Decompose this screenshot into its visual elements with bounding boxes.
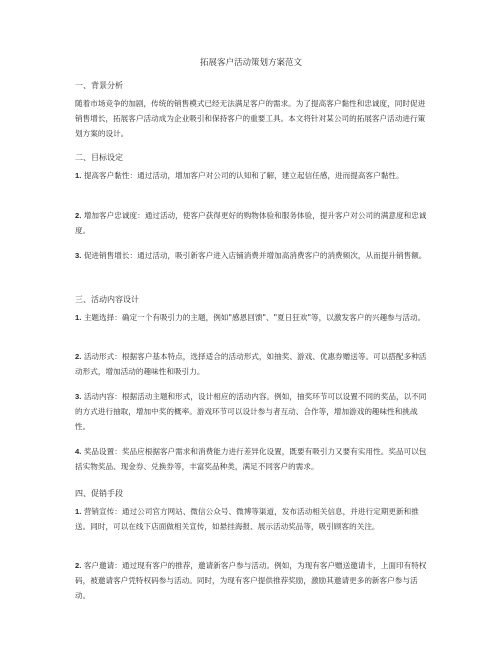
section-heading-promotion: 四、促销手段 xyxy=(75,489,123,498)
paragraph-design-4 xyxy=(75,444,431,474)
paragraph-text: 提高客户黏性：通过活动，增加客户对公司的认知和了解，建立起信任感，进而提高客户黏性。 xyxy=(83,171,404,180)
paragraph-goal-1 xyxy=(75,168,431,183)
paragraph-text: 主题选择：确定一个有吸引力的主题，例如"感恩回馈"、"夏日狂欢"等，以激发客户的兴趣参与活动。 xyxy=(83,313,426,322)
section-heading-background: 一、背景分析 xyxy=(75,81,123,90)
paragraph-goal-3 xyxy=(75,248,431,263)
paragraph-text: 随着市场竞争的加剧，传统的销售模式已经无法满足客户的需求。为了提高客户黏性和忠诚度，同时促进销售增长，拓展客户活动成为企业吸引和保持客户的重要工具。本文将针对某公司的拓展客户活动进行策划方案的设计。 xyxy=(75,99,426,138)
item-number: 2. xyxy=(75,352,82,361)
document-title: 拓展客户活动策划方案范文 xyxy=(199,58,302,68)
paragraph-goal-2 xyxy=(75,208,431,238)
paragraph-text: 活动形式：根据客户基本特点，选择适合的活动形式，如抽奖、游戏、优惠券赠送等。可以搭配多种活动形式，增加活动的趣味性和吸引力。 xyxy=(75,352,427,376)
item-number: 1. xyxy=(75,171,82,180)
item-number: 2. xyxy=(75,211,82,220)
item-number: 1. xyxy=(75,313,82,322)
paragraph-background xyxy=(75,96,431,141)
paragraph-design-2 xyxy=(75,349,431,379)
item-number: 4. xyxy=(75,447,82,456)
paragraph-text: 营销宣传：通过公司官方网站、微信公众号、微博等渠道，发布活动相关信息，并进行定期更新和推送。同时，可以在线下店面做相关宣传，如悬挂海报、展示活动奖品等，吸引顾客的关注。 xyxy=(75,507,419,531)
paragraph-design-3 xyxy=(75,389,431,434)
paragraph-text: 奖品设置：奖品应根据客户需求和消费能力进行差异化设置，既要有吸引力又要有实用性。奖品可以包括实物奖品、现金券、兑换券等，丰富奖品种类，满足不同客户的需求。 xyxy=(75,447,427,471)
paragraph-text: 活动内容：根据活动主题和形式，设计相应的活动内容。例如，抽奖环节可以设置不同的奖品，以不同的方式进行抽取，增加中奖的概率。游戏环节可以设计参与者互动、合作等，增加游戏的趣味性和挑战性。 xyxy=(75,392,427,431)
item-number: 2. xyxy=(75,561,82,570)
section-heading-goals: 二、目标设定 xyxy=(75,153,123,162)
paragraph-promo-2 xyxy=(75,558,431,603)
paragraph-design-1 xyxy=(75,310,431,325)
paragraph-text: 客户邀请：通过现有客户的推荐，邀请新客户参与活动。例如，为现有客户赠送邀请卡，上面印有特权码，被邀请客户凭特权码参与活动。同时，为现有客户提供推荐奖励，激励其邀请更多的新客户参与活动。 xyxy=(75,561,427,600)
item-number: 1. xyxy=(75,507,82,516)
item-number: 3. xyxy=(75,251,82,260)
paragraph-text: 促进销售增长：通过活动，吸引新客户进入店铺消费并增加高消费客户的消费频次，从而提升销售额。 xyxy=(83,251,427,260)
item-number: 3. xyxy=(75,392,82,401)
section-heading-activity-design: 三、活动内容设计 xyxy=(75,295,139,304)
paragraph-promo-1 xyxy=(75,504,431,534)
paragraph-text: 增加客户忠诚度：通过活动，使客户获得更好的购物体验和服务体验，提升客户对公司的满意度和忠诚度。 xyxy=(75,211,427,235)
